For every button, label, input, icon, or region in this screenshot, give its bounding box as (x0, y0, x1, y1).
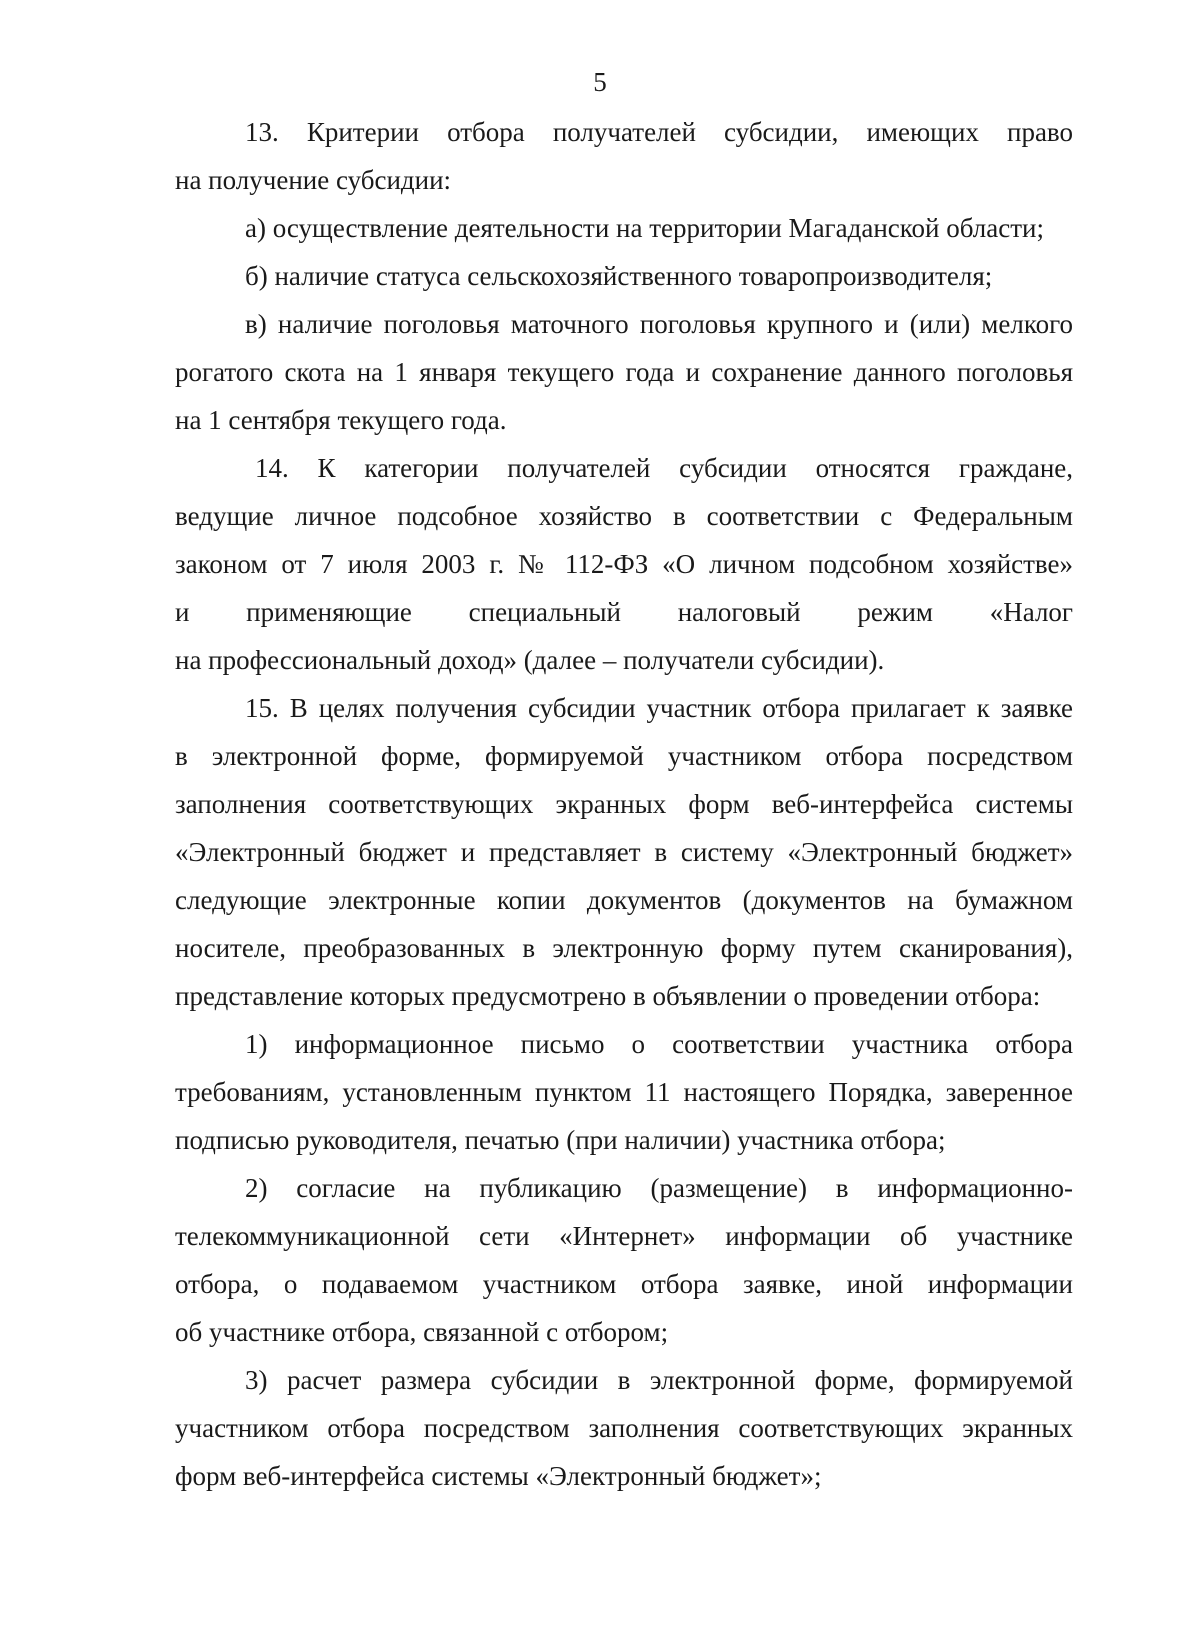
paragraph-line: 13. Критерии отбора получателей субсидии, имеющих право (245, 117, 1073, 147)
paragraph (175, 684, 1073, 1020)
paragraph-line: рогатого скота на 1 января текущего года и сохранение данного поголовья (175, 357, 1073, 387)
paragraph (175, 108, 1073, 204)
page-number: 5 (593, 67, 607, 97)
paragraph-line: на получение субсидии: (175, 165, 452, 195)
paragraph-line: б) наличие статуса сельскохозяйственного товаропроизводителя; (245, 261, 993, 291)
paragraph-line: следующие электронные копии документов (документов на бумажном (175, 885, 1073, 915)
paragraph-line: заполнения соответствующих экранных форм веб-интерфейса системы (175, 789, 1073, 819)
paragraph-line: 14. К категории получателей субсидии относятся граждане, (255, 453, 1073, 483)
paragraph-line: требованиям, установленным пунктом 11 настоящего Порядка, заверенное (175, 1077, 1073, 1107)
paragraph-line: телекоммуникационной сети «Интернет» информации об участнике (175, 1221, 1073, 1251)
paragraph-line: 15. В целях получения субсидии участник отбора прилагает к заявке (245, 693, 1073, 723)
paragraph-line: 3) расчет размера субсидии в электронной форме, формируемой (245, 1365, 1073, 1395)
document-body (175, 108, 1073, 1500)
paragraph-line: форм веб-интерфейса системы «Электронный бюджет»; (175, 1461, 822, 1491)
paragraph-line: на профессиональный доход» (далее – получатели субсидии). (175, 645, 885, 675)
paragraph (175, 252, 1073, 300)
paragraph-line: и применяющие специальный налоговый режим «Налог (175, 597, 1073, 627)
paragraph (175, 1164, 1073, 1356)
paragraph (175, 1356, 1073, 1500)
paragraph (175, 204, 1073, 252)
paragraph-line: отбора, о подаваемом участником отбора заявке, иной информации (175, 1269, 1073, 1299)
paragraph-line: об участнике отбора, связанной с отбором; (175, 1317, 669, 1347)
paragraph-line: «Электронный бюджет и представляет в систему «Электронный бюджет» (175, 837, 1073, 867)
paragraph-line: участником отбора посредством заполнения соответствующих экранных (175, 1413, 1073, 1443)
paragraph (175, 444, 1073, 684)
paragraph-line: 1) информационное письмо о соответствии участника отбора (245, 1029, 1073, 1059)
paragraph-line: представление которых предусмотрено в объявлении о проведении отбора: (175, 981, 1041, 1011)
paragraph-line: в) наличие поголовья маточного поголовья крупного и (или) мелкого (245, 309, 1073, 339)
paragraph-line: на 1 сентября текущего года. (175, 405, 507, 435)
paragraph-line: 2) согласие на публикацию (размещение) в информационно- (245, 1173, 1073, 1203)
paragraph-line: в электронной форме, формируемой участником отбора посредством (175, 741, 1073, 771)
paragraph-line: подписью руководителя, печатью (при наличии) участника отбора; (175, 1125, 946, 1155)
paragraph (175, 300, 1073, 444)
paragraph (175, 1020, 1073, 1164)
paragraph-line: носителе, преобразованных в электронную форму путем сканирования), (175, 933, 1073, 963)
paragraph-line: законом от 7 июля 2003 г. № 112-ФЗ «О личном подсобном хозяйстве» (175, 549, 1073, 579)
paragraph-line: а) осуществление деятельности на территории Магаданской области; (245, 213, 1044, 243)
paragraph-line: ведущие личное подсобное хозяйство в соответствии с Федеральным (175, 501, 1073, 531)
